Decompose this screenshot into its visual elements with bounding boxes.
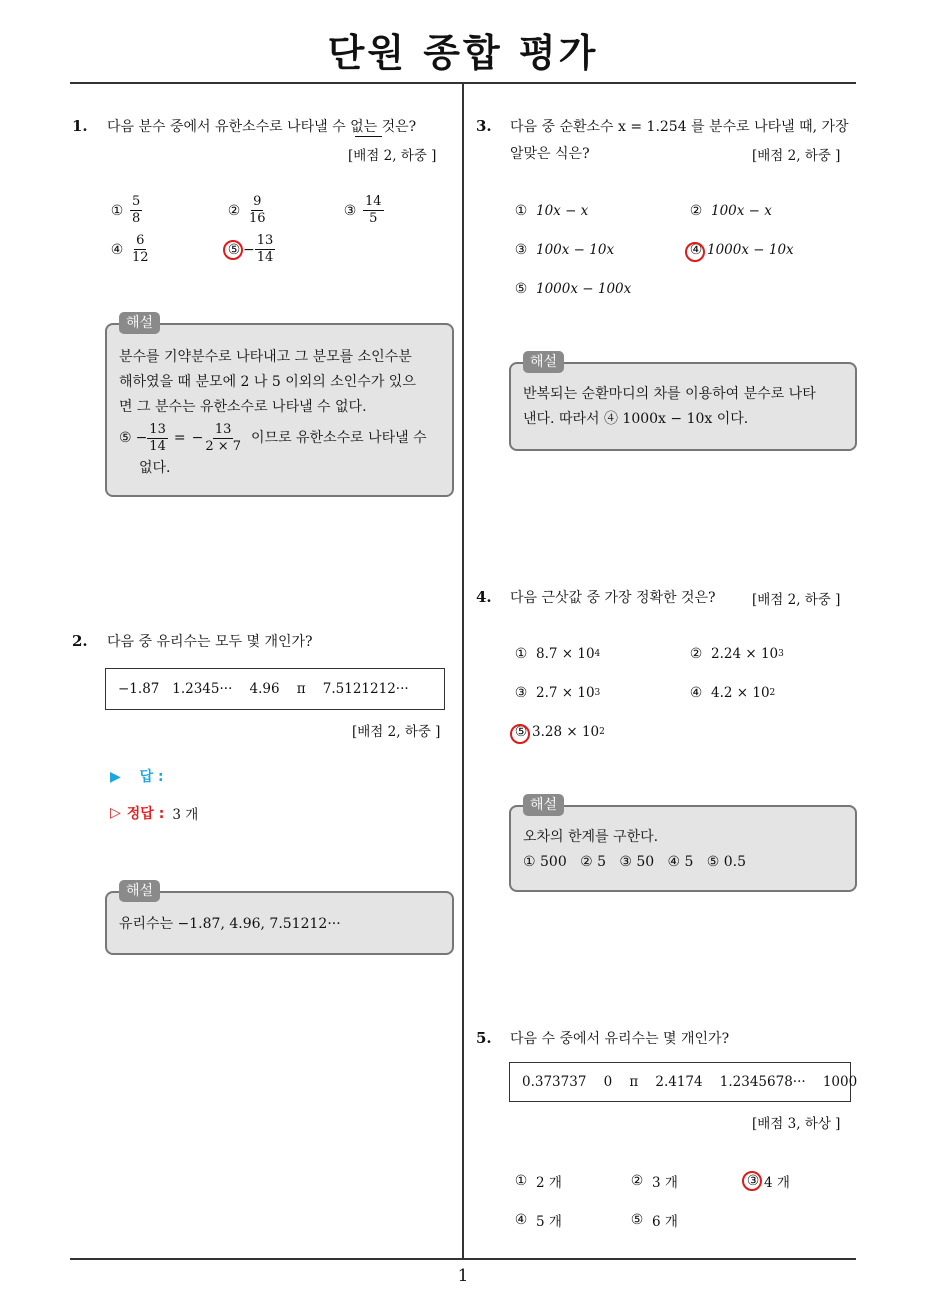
option-mark: ⑤ bbox=[227, 241, 241, 258]
option-text: 2.24 × 10 bbox=[711, 646, 779, 662]
play-outline-icon: ▷ bbox=[110, 805, 121, 821]
q1-number: 1. bbox=[72, 117, 88, 135]
option-mark: ③ bbox=[514, 242, 528, 258]
option-exponent: 2 bbox=[599, 727, 605, 737]
fraction: $\frac{5}{8}$ bbox=[132, 194, 141, 226]
q2-number: 2. bbox=[72, 632, 88, 650]
q3-points: [배점 2, 하중 ] bbox=[752, 148, 841, 164]
fraction: $\frac{13}{14}$ bbox=[256, 233, 274, 265]
option-mark: ④ bbox=[689, 685, 703, 701]
q2-text: 다음 중 유리수는 모두 몇 개인가? bbox=[107, 634, 313, 650]
option-mark: ③ bbox=[514, 685, 528, 701]
explain-tail: 이므로 유한소수로 나타낼 수 bbox=[251, 429, 427, 446]
explain-line: 없다. bbox=[139, 460, 171, 476]
option-text: 1000x − 10x bbox=[707, 242, 794, 258]
option-mark: ③ bbox=[343, 202, 357, 219]
option-mark: ③ bbox=[746, 1173, 760, 1189]
q1-option-4[interactable] bbox=[108, 233, 151, 266]
q4-text: 다음 근삿값 중 가장 정확한 것은? bbox=[510, 590, 716, 606]
q2-points: [배점 2, 하중 ] bbox=[352, 724, 441, 740]
option-mark: ⑤ bbox=[630, 1212, 644, 1228]
option-mark: ④ bbox=[514, 1212, 528, 1228]
option-mark: ① bbox=[110, 202, 124, 219]
q1-option-1[interactable] bbox=[108, 194, 142, 227]
page-title: 단원 종합 평가 bbox=[327, 31, 599, 75]
selected-answer-circle bbox=[510, 724, 530, 744]
explain-line: 면 그 분수는 유한소수로 나타낼 수 없다. bbox=[119, 399, 367, 415]
option-mark: ② bbox=[227, 202, 241, 219]
q3-number: 3. bbox=[476, 117, 492, 135]
option-exponent: 2 bbox=[769, 688, 776, 698]
q5-option-4[interactable] bbox=[512, 1210, 562, 1230]
q4-option-1[interactable] bbox=[512, 646, 600, 662]
option-mark: ① bbox=[514, 1173, 528, 1189]
option-text: 1000x − 100x bbox=[536, 281, 632, 297]
option-text: 2.7 × 10 bbox=[536, 685, 595, 701]
q3-text-line1: 다음 중 순환소수 x = 1.25̇4̇ 를 분수로 나타낼 때, 가장 bbox=[510, 119, 849, 135]
option-exponent: 3 bbox=[594, 688, 601, 698]
fraction: $\frac{6}{12}$ bbox=[132, 233, 149, 265]
option-text: 2 개 bbox=[536, 1175, 562, 1191]
q3-option-5[interactable] bbox=[512, 281, 631, 297]
option-mark: ⑤ bbox=[119, 429, 132, 446]
option-text: 100x − 10x bbox=[536, 242, 615, 258]
q4-explanation-box bbox=[509, 805, 857, 892]
option-text: 10x − x bbox=[536, 203, 589, 219]
column-divider bbox=[462, 84, 464, 1259]
page-number: 1 bbox=[457, 1266, 469, 1286]
minus-sign: − bbox=[135, 429, 148, 446]
q3-option-3[interactable] bbox=[512, 242, 614, 258]
explain-line: 해하였을 때 분모에 2 나 5 이외의 소인수가 있으 bbox=[119, 374, 416, 390]
explain-line: 반복되는 순환마디의 차를 이용하여 분수로 나타 bbox=[523, 386, 816, 402]
correct-value: 3 개 bbox=[172, 807, 199, 823]
q1-underline bbox=[355, 136, 382, 137]
explain-line: 오차의 한계를 구한다. bbox=[523, 829, 659, 845]
option-mark: ① bbox=[514, 646, 528, 662]
option-text: 8.7 × 10 bbox=[536, 646, 595, 662]
option-mark: ② bbox=[689, 646, 703, 662]
q4-points: [배점 2, 하중 ] bbox=[752, 592, 841, 608]
answer-label: 답 : bbox=[139, 769, 164, 785]
option-exponent: 4 bbox=[594, 649, 601, 659]
q5-number: 5. bbox=[476, 1029, 492, 1047]
q1-option-3[interactable] bbox=[341, 194, 384, 227]
option-mark: ④ bbox=[689, 242, 703, 258]
q4-number: 4. bbox=[476, 588, 492, 606]
q2-correct-row bbox=[110, 803, 198, 823]
option-text: 6 개 bbox=[652, 1214, 678, 1230]
option-mark: ⑤ bbox=[514, 724, 528, 740]
q2-explanation-tag: 해설 bbox=[119, 880, 160, 902]
q5-number-list: 0.373737 0 π 2.4174 1.2345678··· 1000 bbox=[509, 1062, 851, 1102]
option-mark: ⑤ bbox=[514, 281, 528, 297]
q3-option-2[interactable] bbox=[687, 203, 772, 219]
option-mark: ① bbox=[514, 203, 528, 219]
q1-explanation-tag: 해설 bbox=[119, 312, 160, 334]
q5-option-1[interactable] bbox=[512, 1171, 562, 1191]
fraction: $\frac{14}{5}$ bbox=[365, 194, 382, 226]
q2-number-list: −1.87̇ 1.2345··· 4.96 π 7.5121212··· bbox=[105, 668, 445, 710]
option-text: 4 개 bbox=[764, 1175, 790, 1191]
play-arrow-icon: ▶ bbox=[110, 769, 121, 785]
explain-line: 분수를 기약분수로 나타내고 그 분모를 소인수분 bbox=[119, 349, 412, 365]
option-text: 4.2 × 10 bbox=[711, 685, 770, 701]
option-mark: ② bbox=[630, 1173, 644, 1189]
option-mark: ④ bbox=[110, 241, 124, 258]
q5-text: 다음 수 중에서 유리수는 몇 개인가? bbox=[510, 1031, 730, 1047]
q3-option-1[interactable] bbox=[512, 203, 588, 219]
q1-explanation-box bbox=[105, 323, 454, 497]
equals-sign: = bbox=[173, 429, 186, 446]
fraction: $\frac{13}{2 \times 7}$ bbox=[205, 421, 242, 454]
q3-text-line2: 알맞은 식은? bbox=[510, 146, 590, 162]
q1-points: [배점 2, 하중 ] bbox=[348, 148, 437, 164]
q5-option-5[interactable] bbox=[628, 1210, 678, 1230]
explain-line: 유리수는 −1.87̇, 4.96, 7.51212··· bbox=[119, 916, 341, 932]
fraction: $\frac{9}{16}$ bbox=[249, 194, 266, 226]
explain-line: ① 500 ② 5 ③ 50 ④ 5 ⑤ 0.5 bbox=[523, 854, 747, 870]
option-text: 3 개 bbox=[652, 1175, 678, 1191]
q5-option-2[interactable] bbox=[628, 1171, 678, 1191]
correct-label: 정답 : bbox=[126, 806, 165, 822]
q4-option-2[interactable] bbox=[687, 646, 784, 662]
option-text: 5 개 bbox=[536, 1214, 562, 1230]
q2-answer-row bbox=[110, 766, 164, 786]
option-exponent: 3 bbox=[778, 649, 784, 659]
minus-sign: − bbox=[191, 429, 204, 446]
q4-option-4[interactable] bbox=[687, 685, 775, 701]
q4-option-3[interactable] bbox=[512, 685, 600, 701]
selected-answer-circle bbox=[223, 240, 243, 260]
q3-explanation-box bbox=[509, 362, 857, 451]
explain-equation bbox=[119, 420, 449, 456]
bottom-rule bbox=[70, 1258, 856, 1260]
selected-answer-circle bbox=[742, 1171, 762, 1191]
q1-text: 다음 분수 중에서 유한소수로 나타낼 수 없는 것은? bbox=[107, 119, 417, 135]
minus-sign: − bbox=[243, 241, 255, 258]
q3-explanation-tag: 해설 bbox=[523, 351, 564, 373]
selected-answer-circle bbox=[685, 242, 705, 262]
option-text: 3.28 × 10 bbox=[532, 724, 600, 740]
q1-option-2[interactable] bbox=[225, 194, 268, 227]
q5-points: [배점 3, 하상 ] bbox=[752, 1116, 841, 1132]
fraction: $\frac{13}{14}$ bbox=[149, 421, 166, 454]
option-text: 100x − x bbox=[711, 203, 772, 219]
q4-explanation-tag: 해설 bbox=[523, 794, 564, 816]
option-mark: ② bbox=[689, 203, 703, 219]
explain-line: 낸다. 따라서 ④ 1000x − 10x 이다. bbox=[523, 411, 749, 427]
